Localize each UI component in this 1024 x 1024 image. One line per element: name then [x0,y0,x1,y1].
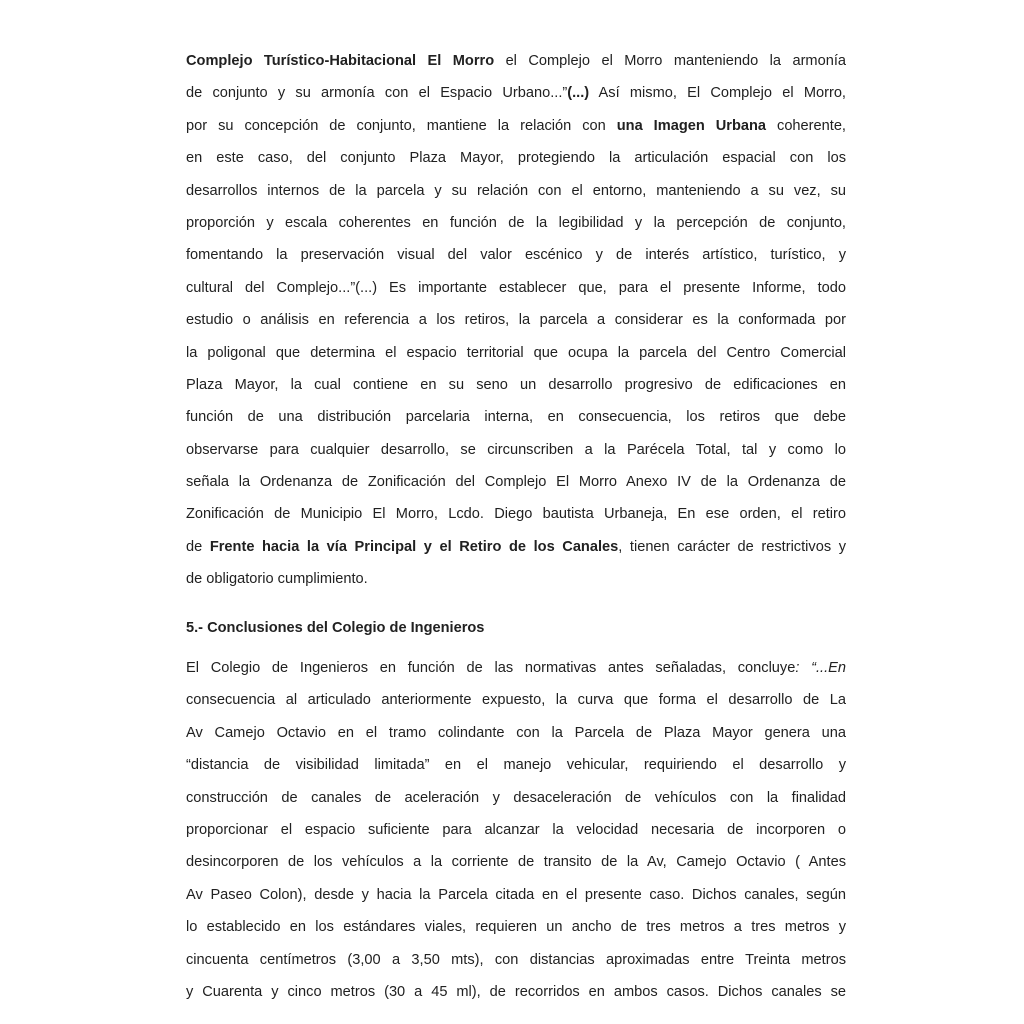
paragraph-2 [186,652,846,1008]
document-body [186,45,846,1008]
body-text: estudio o análisis en referencia a los retiros, la parcela a considerar es la conformada por [186,312,846,329]
text-line [186,466,846,498]
body-text: construcción de canales de aceleración y desaceleración de vehículos con la finalidad [186,789,846,806]
text-line [186,944,846,976]
body-text: cultural del Complejo...”(...) Es importante establecer que, para el presente Informe, todo [186,279,846,296]
body-text: de [186,538,210,555]
body-text: Av Paseo Colon), desde y hacia la Parcela citada en el presente caso. Dichos canales, según [186,886,846,903]
paragraph-1 [186,45,846,596]
text-line [186,272,846,304]
body-text: “distancia de visibilidad limitada” en el manejo vehicular, requiriendo el desarrollo y [186,757,846,774]
body-text: Zonificación de Municipio El Morro, Lcdo. Diego bautista Urbaneja, En ese orden, el retiro [186,506,846,523]
body-text: Así mismo, El Complejo el Morro, [589,85,846,102]
text-line [186,175,846,207]
italic-text: : “...En [795,660,847,677]
text-line [186,652,846,684]
body-text: observarse para cualquier desarrollo, se circunscriben a la Parécela Total, tal y como lo [186,441,846,458]
body-text: desincorporen de los vehículos a la corriente de transito de la Av, Camejo Octavio ( Antes [186,854,846,871]
body-text: por su concepción de conjunto, mantiene la relación con [186,117,617,134]
body-text: fomentando la preservación visual del valor escénico y de interés artístico, turístico, y [186,247,846,264]
body-text: la poligonal que determina el espacio territorial que ocupa la parcela del Centro Comercial [186,344,846,361]
text-line [186,531,846,563]
text-line [186,684,846,716]
body-text: cincuenta centímetros (3,00 a 3,50 mts), con distancias aproximadas entre Treinta metros [186,951,846,968]
text-line [186,369,846,401]
text-line [186,911,846,943]
body-text: de conjunto y su armonía con el Espacio Urbano...” [186,85,568,102]
bold-text: 5.- Conclusiones del Colegio de Ingenieros [186,619,485,636]
body-text: consecuencia al articulado anteriormente expuesto, la curva que forma el desarrollo de La [186,692,846,709]
text-line [186,749,846,781]
body-text: desarrollos internos de la parcela y su relación con el entorno, manteniendo a su vez, su [186,182,846,199]
bold-text: (...) [567,85,590,102]
text-line [186,110,846,142]
body-text: de obligatorio cumplimiento. [186,571,368,588]
text-line [186,717,846,749]
text-line [186,782,846,814]
text-line [186,45,846,77]
body-text: y Cuarenta y cinco metros (30 a 45 ml), de recorridos en ambos casos. Dichos canales se [186,983,846,1000]
body-text: Av Camejo Octavio en el tramo colindante con la Parcela de Plaza Mayor genera una [186,724,846,741]
section-5-heading [186,612,846,644]
bold-text: Complejo Turístico-Habitacional El Morro [186,53,495,69]
text-line [186,814,846,846]
body-text: , tienen carácter de restrictivos y [618,538,846,555]
text-line [186,846,846,878]
text-line [186,434,846,466]
heading-line [186,612,846,644]
body-text: El Colegio de Ingenieros en función de las normativas antes señaladas, concluye [186,660,796,677]
text-line [186,304,846,336]
text-line [186,337,846,369]
body-text: proporción y escala coherentes en función de la legibilidad y la percepción de conjunto, [186,214,846,231]
body-text: en este caso, del conjunto Plaza Mayor, protegiendo la articulación espacial con los [186,150,846,167]
body-text: función de una distribución parcelaria interna, en consecuencia, los retiros que debe [186,409,846,426]
body-text: el Complejo el Morro manteniendo la armonía [494,53,846,69]
body-text: Plaza Mayor, la cual contiene en su seno un desarrollo progresivo de edificaciones en [186,376,846,393]
text-line [186,498,846,530]
bold-text: una Imagen Urbana [616,117,767,134]
text-line [186,401,846,433]
body-text: proporcionar el espacio suficiente para alcanzar la velocidad necesaria de incorporen o [186,821,846,838]
text-line [186,207,846,239]
body-text: coherente, [766,117,846,134]
text-line [186,239,846,271]
text-line [186,77,846,109]
text-line [186,142,846,174]
body-text: señala la Ordenanza de Zonificación del Complejo El Morro Anexo IV de la Ordenanza de [186,474,846,491]
bold-text: Frente hacia la vía Principal y el Retiro de los Canales [209,538,619,555]
text-line [186,976,846,1008]
text-line [186,879,846,911]
body-text: lo establecido en los estándares viales, requieren un ancho de tres metros a tres metros y [186,919,846,936]
text-line [186,563,846,595]
